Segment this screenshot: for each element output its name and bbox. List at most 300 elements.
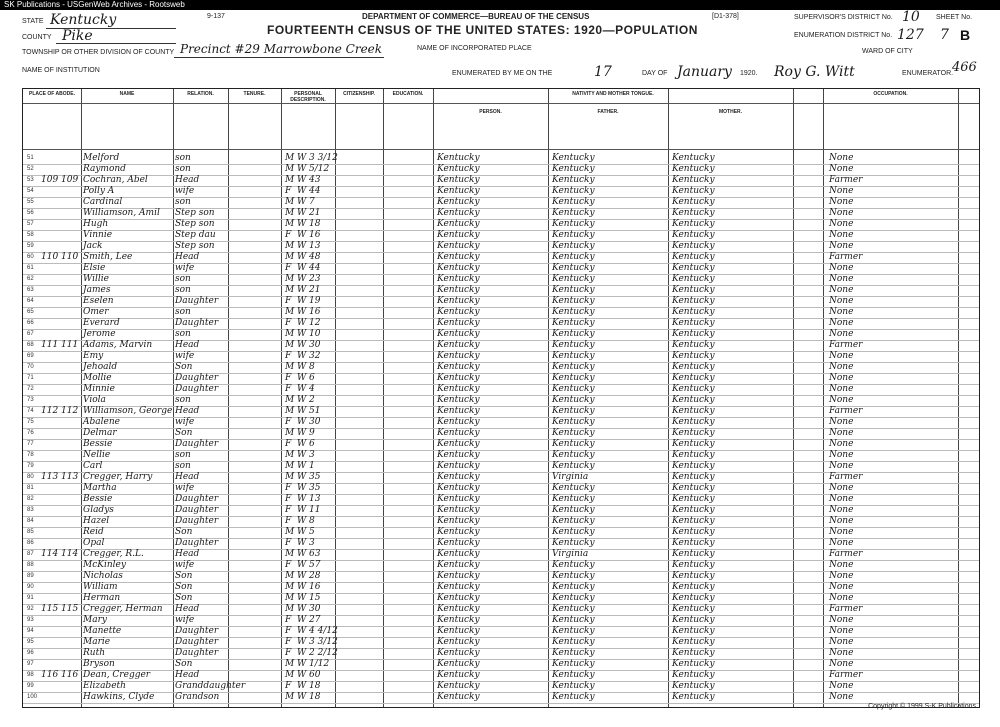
cell-n: 61 xyxy=(27,265,34,271)
cell-n: 94 xyxy=(27,628,34,634)
cell-race: W xyxy=(297,329,307,339)
cell-birth: Kentucky xyxy=(437,230,480,240)
cell-sex: M xyxy=(285,571,295,581)
cell-occ: None xyxy=(829,318,854,328)
cell-age: 18 xyxy=(309,219,321,229)
cell-occ: None xyxy=(829,307,854,317)
cell-name: Elsie xyxy=(83,263,106,273)
cell-age: 3 xyxy=(309,450,315,460)
cell-race: W xyxy=(297,494,307,504)
cell-n: 71 xyxy=(27,375,34,381)
cell-birth: Kentucky xyxy=(437,362,480,372)
cell-rel: Daughter xyxy=(175,494,219,504)
cell-sex: M xyxy=(285,428,295,438)
cell-birth: Kentucky xyxy=(437,582,480,592)
cell-birth: Kentucky xyxy=(437,197,480,207)
department-heading: DEPARTMENT OF COMMERCE—BUREAU OF THE CENSUS xyxy=(362,12,590,21)
cell-sex: M xyxy=(285,153,295,163)
enumerated-label: ENUMERATED BY ME ON THE xyxy=(452,70,553,77)
cell-race: W xyxy=(297,384,307,394)
cell-birth: Kentucky xyxy=(437,219,480,229)
cell-rel: Son xyxy=(175,571,193,581)
cell-age: 21 xyxy=(309,285,321,295)
supervisor-value: 10 xyxy=(902,9,920,25)
cell-rel: Step son xyxy=(175,241,215,251)
cell-race: W xyxy=(297,241,307,251)
cell-rel: Daughter xyxy=(175,516,219,526)
cell-name: Williamson, George xyxy=(83,406,173,416)
cell-n: 86 xyxy=(27,540,34,546)
cell-sex: M xyxy=(285,406,295,416)
cell-rel: son xyxy=(175,450,191,460)
cell-n: 60 xyxy=(27,254,34,260)
cell-fbirth: Kentucky xyxy=(552,626,595,636)
cell-fbirth: Kentucky xyxy=(552,406,595,416)
cell-fbirth: Kentucky xyxy=(552,593,595,603)
cell-age: 9 xyxy=(309,428,315,438)
cell-n: 76 xyxy=(27,430,34,436)
cell-occ: Farmer xyxy=(829,670,863,680)
cell-n: 82 xyxy=(27,496,34,502)
cell-n: 79 xyxy=(27,463,34,469)
cell-sex: F xyxy=(285,681,292,691)
cell-name: Hawkins, Clyde xyxy=(83,692,155,702)
cell-birth: Kentucky xyxy=(437,615,480,625)
cell-sex: F xyxy=(285,351,292,361)
cell-fbirth: Kentucky xyxy=(552,637,595,647)
cell-n: 89 xyxy=(27,573,34,579)
cell-house: 113 xyxy=(41,472,59,482)
cell-birth: Kentucky xyxy=(437,483,480,493)
col-place-of-abode: PLACE OF ABODE. xyxy=(29,91,75,97)
cell-sex: M xyxy=(285,582,295,592)
cell-race: W xyxy=(297,362,307,372)
cell-name: Omer xyxy=(83,307,109,317)
col-personal: PERSONAL DESCRIPTION. xyxy=(290,91,326,103)
cell-birth: Kentucky xyxy=(437,692,480,702)
cell-n: 55 xyxy=(27,199,34,205)
cell-rel: Head xyxy=(175,340,200,350)
cell-n: 68 xyxy=(27,342,34,348)
cell-name: Emy xyxy=(83,351,104,361)
cell-sex: M xyxy=(285,549,295,559)
cell-name: Adams, Marvin xyxy=(83,340,153,350)
cell-age: 5/12 xyxy=(309,164,330,174)
cell-sex: M xyxy=(285,340,295,350)
cell-rel: wife xyxy=(175,560,195,570)
cell-age: 2 2/12 xyxy=(309,648,338,658)
cell-fam: 111 xyxy=(61,340,79,350)
cell-age: 16 xyxy=(309,230,321,240)
cell-sex: M xyxy=(285,395,295,405)
cell-age: 1/12 xyxy=(309,659,330,669)
cell-occ: None xyxy=(829,659,854,669)
cell-sex: M xyxy=(285,461,295,471)
cell-n: 75 xyxy=(27,419,34,425)
cell-n: 91 xyxy=(27,595,34,601)
cell-fbirth: Kentucky xyxy=(552,384,595,394)
cell-rel: son xyxy=(175,307,191,317)
cell-birth: Kentucky xyxy=(437,505,480,515)
cell-birth: Kentucky xyxy=(437,659,480,669)
form-number: 9-137 xyxy=(207,13,225,20)
cell-name: Mary xyxy=(83,615,107,625)
institution-label: NAME OF INSTITUTION xyxy=(22,67,100,74)
cell-fbirth: Kentucky xyxy=(552,494,595,504)
cell-mbirth: Kentucky xyxy=(672,538,715,548)
cell-age: 8 xyxy=(309,362,315,372)
cell-mbirth: Kentucky xyxy=(672,692,715,702)
cell-age: 15 xyxy=(309,593,321,603)
cell-name: Abalene xyxy=(83,417,120,427)
cell-mbirth: Kentucky xyxy=(672,571,715,581)
cell-birth: Kentucky xyxy=(437,241,480,251)
cell-fbirth: Kentucky xyxy=(552,395,595,405)
cell-fbirth: Kentucky xyxy=(552,505,595,515)
cell-race: W xyxy=(297,373,307,383)
cell-fbirth: Kentucky xyxy=(552,527,595,537)
cell-rel: Grandson xyxy=(175,692,220,702)
cell-name: Polly A xyxy=(83,186,115,196)
cell-mbirth: Kentucky xyxy=(672,560,715,570)
cell-n: 83 xyxy=(27,507,34,513)
cell-occ: None xyxy=(829,329,854,339)
cell-mbirth: Kentucky xyxy=(672,472,715,482)
cell-rel: Son xyxy=(175,527,193,537)
cell-mbirth: Kentucky xyxy=(672,175,715,185)
cell-sex: F xyxy=(285,637,292,647)
cell-sex: M xyxy=(285,164,295,174)
cell-occ: None xyxy=(829,197,854,207)
cell-rel: Step dau xyxy=(175,230,216,240)
day-of-label: DAY OF xyxy=(642,70,668,77)
cell-occ: None xyxy=(829,461,854,471)
cell-fam: 113 xyxy=(61,472,79,482)
cell-race: W xyxy=(297,560,307,570)
cell-race: W xyxy=(297,648,307,658)
township-label: TOWNSHIP OR OTHER DIVISION OF COUNTY xyxy=(22,49,175,56)
cell-n: 65 xyxy=(27,309,34,315)
cell-fbirth: Kentucky xyxy=(552,153,595,163)
cell-mbirth: Kentucky xyxy=(672,384,715,394)
cell-age: 44 xyxy=(309,186,321,196)
day-value: 17 xyxy=(594,64,612,80)
cell-name: Opal xyxy=(83,538,105,548)
cell-fam: 110 xyxy=(61,252,79,262)
cell-sex: M xyxy=(285,307,295,317)
cell-n: 69 xyxy=(27,353,34,359)
cell-mbirth: Kentucky xyxy=(672,230,715,240)
cell-age: 5 xyxy=(309,527,315,537)
cell-mbirth: Kentucky xyxy=(672,197,715,207)
cell-sex: F xyxy=(285,417,292,427)
cell-occ: None xyxy=(829,296,854,306)
cell-mbirth: Kentucky xyxy=(672,615,715,625)
cell-n: 74 xyxy=(27,408,34,414)
cell-fbirth: Kentucky xyxy=(552,560,595,570)
enum-value: 127 xyxy=(897,27,924,43)
cell-age: 13 xyxy=(309,494,321,504)
cell-occ: None xyxy=(829,637,854,647)
cell-birth: Kentucky xyxy=(437,461,480,471)
cell-race: W xyxy=(297,461,307,471)
cell-race: W xyxy=(297,340,307,350)
year-value: 1920. xyxy=(740,70,758,77)
cell-name: Marie xyxy=(83,637,111,647)
cell-name: Willie xyxy=(83,274,109,284)
cell-birth: Kentucky xyxy=(437,472,480,482)
cell-mbirth: Kentucky xyxy=(672,307,715,317)
cell-rel: Head xyxy=(175,175,200,185)
cell-name: Ruth xyxy=(83,648,105,658)
cell-mbirth: Kentucky xyxy=(672,362,715,372)
cell-fbirth: Virginia xyxy=(552,472,589,482)
cell-fbirth: Kentucky xyxy=(552,571,595,581)
cell-occ: None xyxy=(829,219,854,229)
cell-birth: Kentucky xyxy=(437,384,480,394)
cell-rel: Daughter xyxy=(175,384,219,394)
cell-sex: F xyxy=(285,505,292,515)
cell-occ: None xyxy=(829,571,854,581)
cell-n: 87 xyxy=(27,551,34,557)
cell-fbirth: Kentucky xyxy=(552,263,595,273)
cell-occ: None xyxy=(829,582,854,592)
month-value: January xyxy=(677,64,732,80)
cell-birth: Kentucky xyxy=(437,164,480,174)
cell-fbirth: Kentucky xyxy=(552,351,595,361)
cell-sex: F xyxy=(285,560,292,570)
cell-age: 21 xyxy=(309,208,321,218)
cell-rel: Head xyxy=(175,252,200,262)
cell-fbirth: Kentucky xyxy=(552,648,595,658)
cell-rel: Daughter xyxy=(175,373,219,383)
cell-fbirth: Kentucky xyxy=(552,318,595,328)
cell-race: W xyxy=(297,208,307,218)
cell-mbirth: Kentucky xyxy=(672,626,715,636)
cell-occ: None xyxy=(829,274,854,284)
cell-mbirth: Kentucky xyxy=(672,406,715,416)
cell-mbirth: Kentucky xyxy=(672,681,715,691)
cell-sex: M xyxy=(285,241,295,251)
cell-occ: None xyxy=(829,439,854,449)
cell-occ: None xyxy=(829,241,854,251)
cell-rel: Daughter xyxy=(175,505,219,515)
cell-fam: 114 xyxy=(61,549,79,559)
cell-birth: Kentucky xyxy=(437,648,480,658)
cell-fbirth: Kentucky xyxy=(552,450,595,460)
cell-fbirth: Kentucky xyxy=(552,461,595,471)
cell-rel: Head xyxy=(175,472,200,482)
cell-fbirth: Kentucky xyxy=(552,428,595,438)
col-nativity: NATIVITY AND MOTHER TONGUE. xyxy=(572,91,654,97)
cell-race: W xyxy=(297,670,307,680)
cell-rel: son xyxy=(175,274,191,284)
cell-mbirth: Kentucky xyxy=(672,604,715,614)
cell-race: W xyxy=(297,230,307,240)
cell-house: 110 xyxy=(41,252,59,262)
cell-fam: 109 xyxy=(61,175,79,185)
county-value: Pike xyxy=(62,28,93,44)
cell-occ: Farmer xyxy=(829,252,863,262)
cell-name: Herman xyxy=(83,593,121,603)
cell-name: Melford xyxy=(83,153,120,163)
cell-race: W xyxy=(297,406,307,416)
cell-birth: Kentucky xyxy=(437,681,480,691)
margin-number: 466 xyxy=(952,60,977,75)
cell-fbirth: Kentucky xyxy=(552,197,595,207)
cell-sex: F xyxy=(285,373,292,383)
cell-age: 4 4/12 xyxy=(309,626,338,636)
cell-birth: Kentucky xyxy=(437,417,480,427)
cell-rel: son xyxy=(175,285,191,295)
cell-mbirth: Kentucky xyxy=(672,659,715,669)
cell-birth: Kentucky xyxy=(437,549,480,559)
cell-mbirth: Kentucky xyxy=(672,483,715,493)
cell-name: Delmar xyxy=(83,428,117,438)
cell-occ: None xyxy=(829,527,854,537)
cell-age: 4 xyxy=(309,384,315,394)
cell-fbirth: Kentucky xyxy=(552,230,595,240)
cell-fbirth: Kentucky xyxy=(552,164,595,174)
cell-rel: Granddaughter xyxy=(175,681,246,691)
cell-name: Cregger, R.L. xyxy=(83,549,144,559)
cell-fbirth: Kentucky xyxy=(552,692,595,702)
cell-fbirth: Kentucky xyxy=(552,670,595,680)
cell-sex: F xyxy=(285,538,292,548)
cell-mbirth: Kentucky xyxy=(672,439,715,449)
cell-mbirth: Kentucky xyxy=(672,593,715,603)
ward-label: WARD OF CITY xyxy=(862,48,913,55)
cell-age: 3 3/12 xyxy=(309,637,338,647)
census-sheet xyxy=(22,9,980,712)
cell-sex: M xyxy=(285,208,295,218)
cell-mbirth: Kentucky xyxy=(672,395,715,405)
cell-fbirth: Virginia xyxy=(552,549,589,559)
cell-sex: M xyxy=(285,527,295,537)
cell-name: Nicholas xyxy=(83,571,123,581)
cell-n: 73 xyxy=(27,397,34,403)
cell-age: 60 xyxy=(309,670,321,680)
cell-name: Martha xyxy=(83,483,117,493)
place-label: NAME OF INCORPORATED PLACE xyxy=(417,45,532,52)
cell-race: W xyxy=(297,153,307,163)
cell-n: 93 xyxy=(27,617,34,623)
cell-race: W xyxy=(297,296,307,306)
cell-race: W xyxy=(297,615,307,625)
cell-age: 16 xyxy=(309,582,321,592)
cell-occ: Farmer xyxy=(829,406,863,416)
cell-occ: None xyxy=(829,626,854,636)
cell-rel: Head xyxy=(175,549,200,559)
cell-rel: Daughter xyxy=(175,648,219,658)
cell-mbirth: Kentucky xyxy=(672,670,715,680)
cell-occ: None xyxy=(829,615,854,625)
cell-birth: Kentucky xyxy=(437,516,480,526)
cell-mbirth: Kentucky xyxy=(672,252,715,262)
cell-birth: Kentucky xyxy=(437,494,480,504)
cell-n: 70 xyxy=(27,364,34,370)
cell-race: W xyxy=(297,659,307,669)
cell-rel: Step son xyxy=(175,219,215,229)
cell-birth: Kentucky xyxy=(437,439,480,449)
cell-name: Carl xyxy=(83,461,103,471)
cell-name: Hugh xyxy=(83,219,109,229)
cell-birth: Kentucky xyxy=(437,296,480,306)
cell-rel: Son xyxy=(175,362,193,372)
cell-house: 109 xyxy=(41,175,59,185)
cell-race: W xyxy=(297,439,307,449)
cell-age: 30 xyxy=(309,417,321,427)
cell-race: W xyxy=(297,472,307,482)
cell-occ: Farmer xyxy=(829,604,863,614)
cell-occ: Farmer xyxy=(829,175,863,185)
cell-mbirth: Kentucky xyxy=(672,450,715,460)
cell-name: Jerome xyxy=(83,329,116,339)
cell-race: W xyxy=(297,549,307,559)
cell-birth: Kentucky xyxy=(437,670,480,680)
cell-fbirth: Kentucky xyxy=(552,582,595,592)
cell-race: W xyxy=(297,516,307,526)
cell-age: 2 xyxy=(309,395,315,405)
cell-occ: None xyxy=(829,263,854,273)
cell-name: Everard xyxy=(83,318,120,328)
cell-name: Viola xyxy=(83,395,106,405)
cell-name: Elizabeth xyxy=(83,681,126,691)
cell-mbirth: Kentucky xyxy=(672,494,715,504)
cell-rel: wife xyxy=(175,263,195,273)
cell-mbirth: Kentucky xyxy=(672,505,715,515)
cell-occ: Farmer xyxy=(829,549,863,559)
cell-sex: M xyxy=(285,450,295,460)
cell-mbirth: Kentucky xyxy=(672,318,715,328)
cell-occ: None xyxy=(829,483,854,493)
cell-fbirth: Kentucky xyxy=(552,285,595,295)
cell-mbirth: Kentucky xyxy=(672,549,715,559)
cell-sex: M xyxy=(285,252,295,262)
cell-name: James xyxy=(83,285,111,295)
cell-occ: None xyxy=(829,153,854,163)
cell-race: W xyxy=(297,252,307,262)
cell-mbirth: Kentucky xyxy=(672,274,715,284)
cell-birth: Kentucky xyxy=(437,351,480,361)
cell-mbirth: Kentucky xyxy=(672,164,715,174)
cell-age: 51 xyxy=(309,406,321,416)
cell-rel: wife xyxy=(175,615,195,625)
cell-sex: F xyxy=(285,296,292,306)
cell-n: 88 xyxy=(27,562,34,568)
cell-fbirth: Kentucky xyxy=(552,362,595,372)
cell-fbirth: Kentucky xyxy=(552,329,595,339)
cell-name: Eselen xyxy=(83,296,114,306)
cell-age: 6 xyxy=(309,439,315,449)
cell-occ: None xyxy=(829,560,854,570)
cell-birth: Kentucky xyxy=(437,428,480,438)
cell-fbirth: Kentucky xyxy=(552,516,595,526)
cell-age: 19 xyxy=(309,296,321,306)
cell-birth: Kentucky xyxy=(437,208,480,218)
cell-n: 66 xyxy=(27,320,34,326)
cell-birth: Kentucky xyxy=(437,329,480,339)
cell-birth: Kentucky xyxy=(437,637,480,647)
cell-mbirth: Kentucky xyxy=(672,296,715,306)
cell-age: 7 xyxy=(309,197,315,207)
cell-mbirth: Kentucky xyxy=(672,648,715,658)
col-mother: MOTHER. xyxy=(718,109,743,115)
cell-age: 18 xyxy=(309,681,321,691)
cell-birth: Kentucky xyxy=(437,571,480,581)
cell-occ: None xyxy=(829,351,854,361)
cell-rel: Daughter xyxy=(175,626,219,636)
